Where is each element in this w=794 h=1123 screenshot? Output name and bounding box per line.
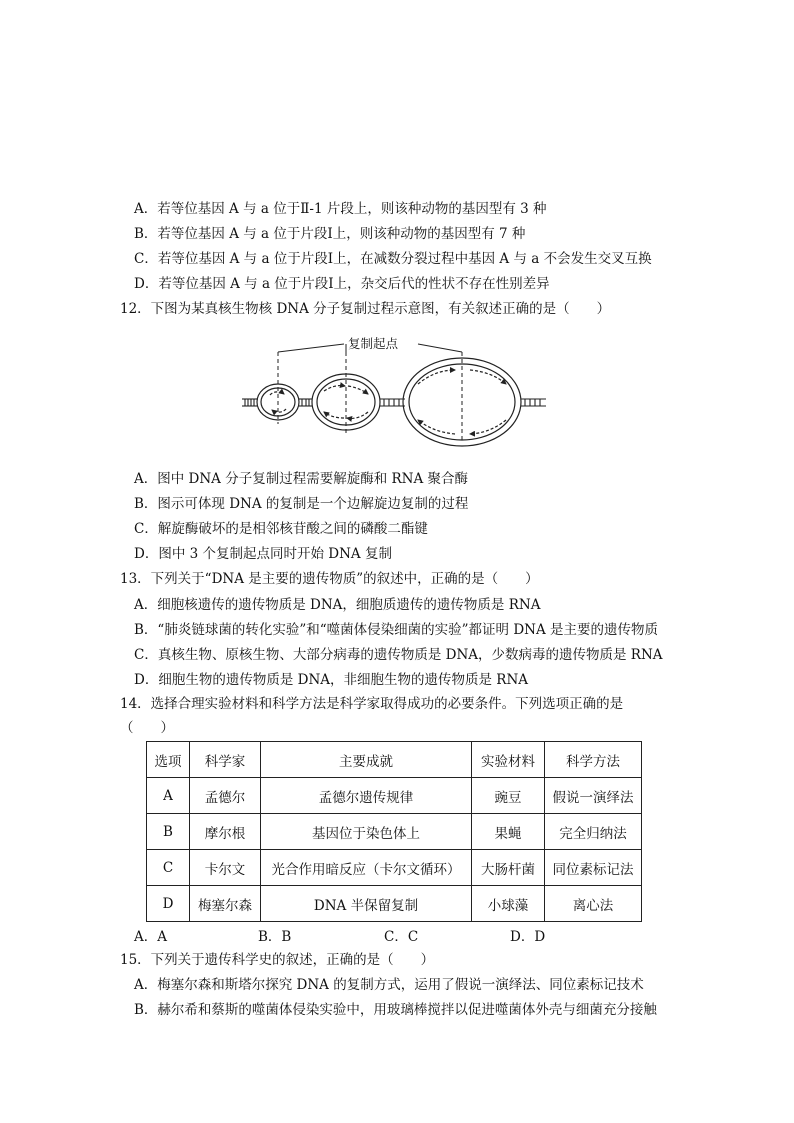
table-cell: 孟德尔遗传规律	[261, 778, 472, 814]
q13-option-c: C．真核生物、原核生物、大部分病毒的遗传物质是 DNA，少数病毒的遗传物质是 RNA	[134, 647, 663, 663]
q15-option-a: A．梅塞尔森和斯塔尔探究 DNA 的复制方式，运用了假说一演绎法、同位素标记技术	[134, 977, 644, 993]
diagram-label-origin: 复制起点	[348, 336, 399, 351]
table-cell: 同位素标记法	[545, 850, 642, 886]
table-cell: 果蝇	[472, 814, 545, 850]
table-header-cell: 科学家	[190, 742, 261, 778]
q11-option-a: A．若等位基因 A 与 a 位于Ⅱ-1 片段上，则该种动物的基因型有 3 种	[134, 201, 547, 217]
q13-option-d: D．细胞生物的遗传物质是 DNA，非细胞生物的遗传物质是 RNA	[134, 672, 529, 688]
q12-option-a: A．图中 DNA 分子复制过程需要解旋酶和 RNA 聚合酶	[134, 471, 469, 487]
table-cell: 大肠杆菌	[472, 850, 545, 886]
table-cell: A	[147, 778, 190, 814]
table-cell: 小球藻	[472, 886, 545, 922]
table-row	[147, 814, 642, 850]
table-cell: 基因位于染色体上	[261, 814, 472, 850]
table-cell: 完全归纳法	[545, 814, 642, 850]
q11-option-d: D．若等位基因 A 与 a 位于片段Ⅰ上，杂交后代的性状不存在性别差异	[134, 276, 550, 292]
table-header-cell: 科学方法	[545, 742, 642, 778]
table-cell: 孟德尔	[190, 778, 261, 814]
q14-answer-d: D．D	[510, 929, 546, 945]
table-row	[147, 778, 642, 814]
table-header-cell: 实验材料	[472, 742, 545, 778]
dna-left-tail	[242, 399, 258, 406]
table-cell: 卡尔文	[190, 850, 261, 886]
table-header-row	[147, 742, 642, 778]
table-cell: D	[147, 886, 190, 922]
dna-replication-diagram	[240, 336, 560, 456]
q14-table	[146, 741, 642, 922]
dna-link-1	[299, 399, 312, 406]
q13-option-b: B．“肺炎链球菌的转化实验”和“噬菌体侵染细菌的实验”都证明 DNA 是主要的遗传物质	[134, 622, 658, 638]
table-cell: 豌豆	[472, 778, 545, 814]
table-header-cell: 主要成就	[261, 742, 472, 778]
table-cell: 光合作用暗反应（卡尔文循环）	[261, 850, 472, 886]
q13-stem: 13．下列关于“DNA 是主要的遗传物质”的叙述中，正确的是（ ）	[120, 571, 539, 587]
q15-stem: 15．下列关于遗传科学史的叙述，正确的是（ ）	[120, 952, 435, 968]
q13-option-a: A．细胞核遗传的遗传物质是 DNA，细胞质遗传的遗传物质是 RNA	[134, 597, 541, 613]
q14-answer-b: B．B	[258, 929, 292, 945]
q11-option-c: C．若等位基因 A 与 a 位于片段Ⅰ上，在减数分裂过程中基因 A 与 a 不会发生交叉互换	[134, 251, 652, 267]
q12-stem: 12．下图为某真核生物核 DNA 分子复制过程示意图，有关叙述正确的是（ ）	[120, 301, 611, 317]
dna-link-2	[380, 399, 405, 406]
q14-stem-paren: （ ）	[120, 720, 174, 736]
table-row	[147, 850, 642, 886]
q11-option-b: B．若等位基因 A 与 a 位于片段Ⅰ上，则该种动物的基因型有 7 种	[134, 226, 526, 242]
q12-option-b: B．图示可体现 DNA 的复制是一个边解旋边复制的过程	[134, 496, 469, 512]
table-cell: 梅塞尔森	[190, 886, 261, 922]
table-cell: C	[147, 850, 190, 886]
table-header-cell: 选项	[147, 742, 190, 778]
table-cell: 离心法	[545, 886, 642, 922]
q14-answer-a: A．A	[134, 929, 167, 945]
q14-answer-c: C．C	[384, 929, 419, 945]
table-row	[147, 886, 642, 922]
table-cell: B	[147, 814, 190, 850]
table-cell: 假说一演绎法	[545, 778, 642, 814]
origin-markers	[278, 352, 462, 440]
table-cell: 摩尔根	[190, 814, 261, 850]
dna-right-tail	[521, 399, 546, 406]
q15-option-b: B．赫尔希和蔡斯的噬菌体侵染实验中，用玻璃棒搅拌以促进噬菌体外壳与细菌充分接触	[134, 1002, 657, 1018]
q12-option-d: D．图中 3 个复制起点同时开始 DNA 复制	[134, 546, 392, 562]
q14-stem: 14．选择合理实验材料和科学方法是科学家取得成功的必要条件。下列选项正确的是	[120, 696, 624, 712]
q12-option-c: C．解旋酶破坏的是相邻核苷酸之间的磷酸二酯键	[134, 521, 428, 537]
table-cell: DNA 半保留复制	[261, 886, 472, 922]
